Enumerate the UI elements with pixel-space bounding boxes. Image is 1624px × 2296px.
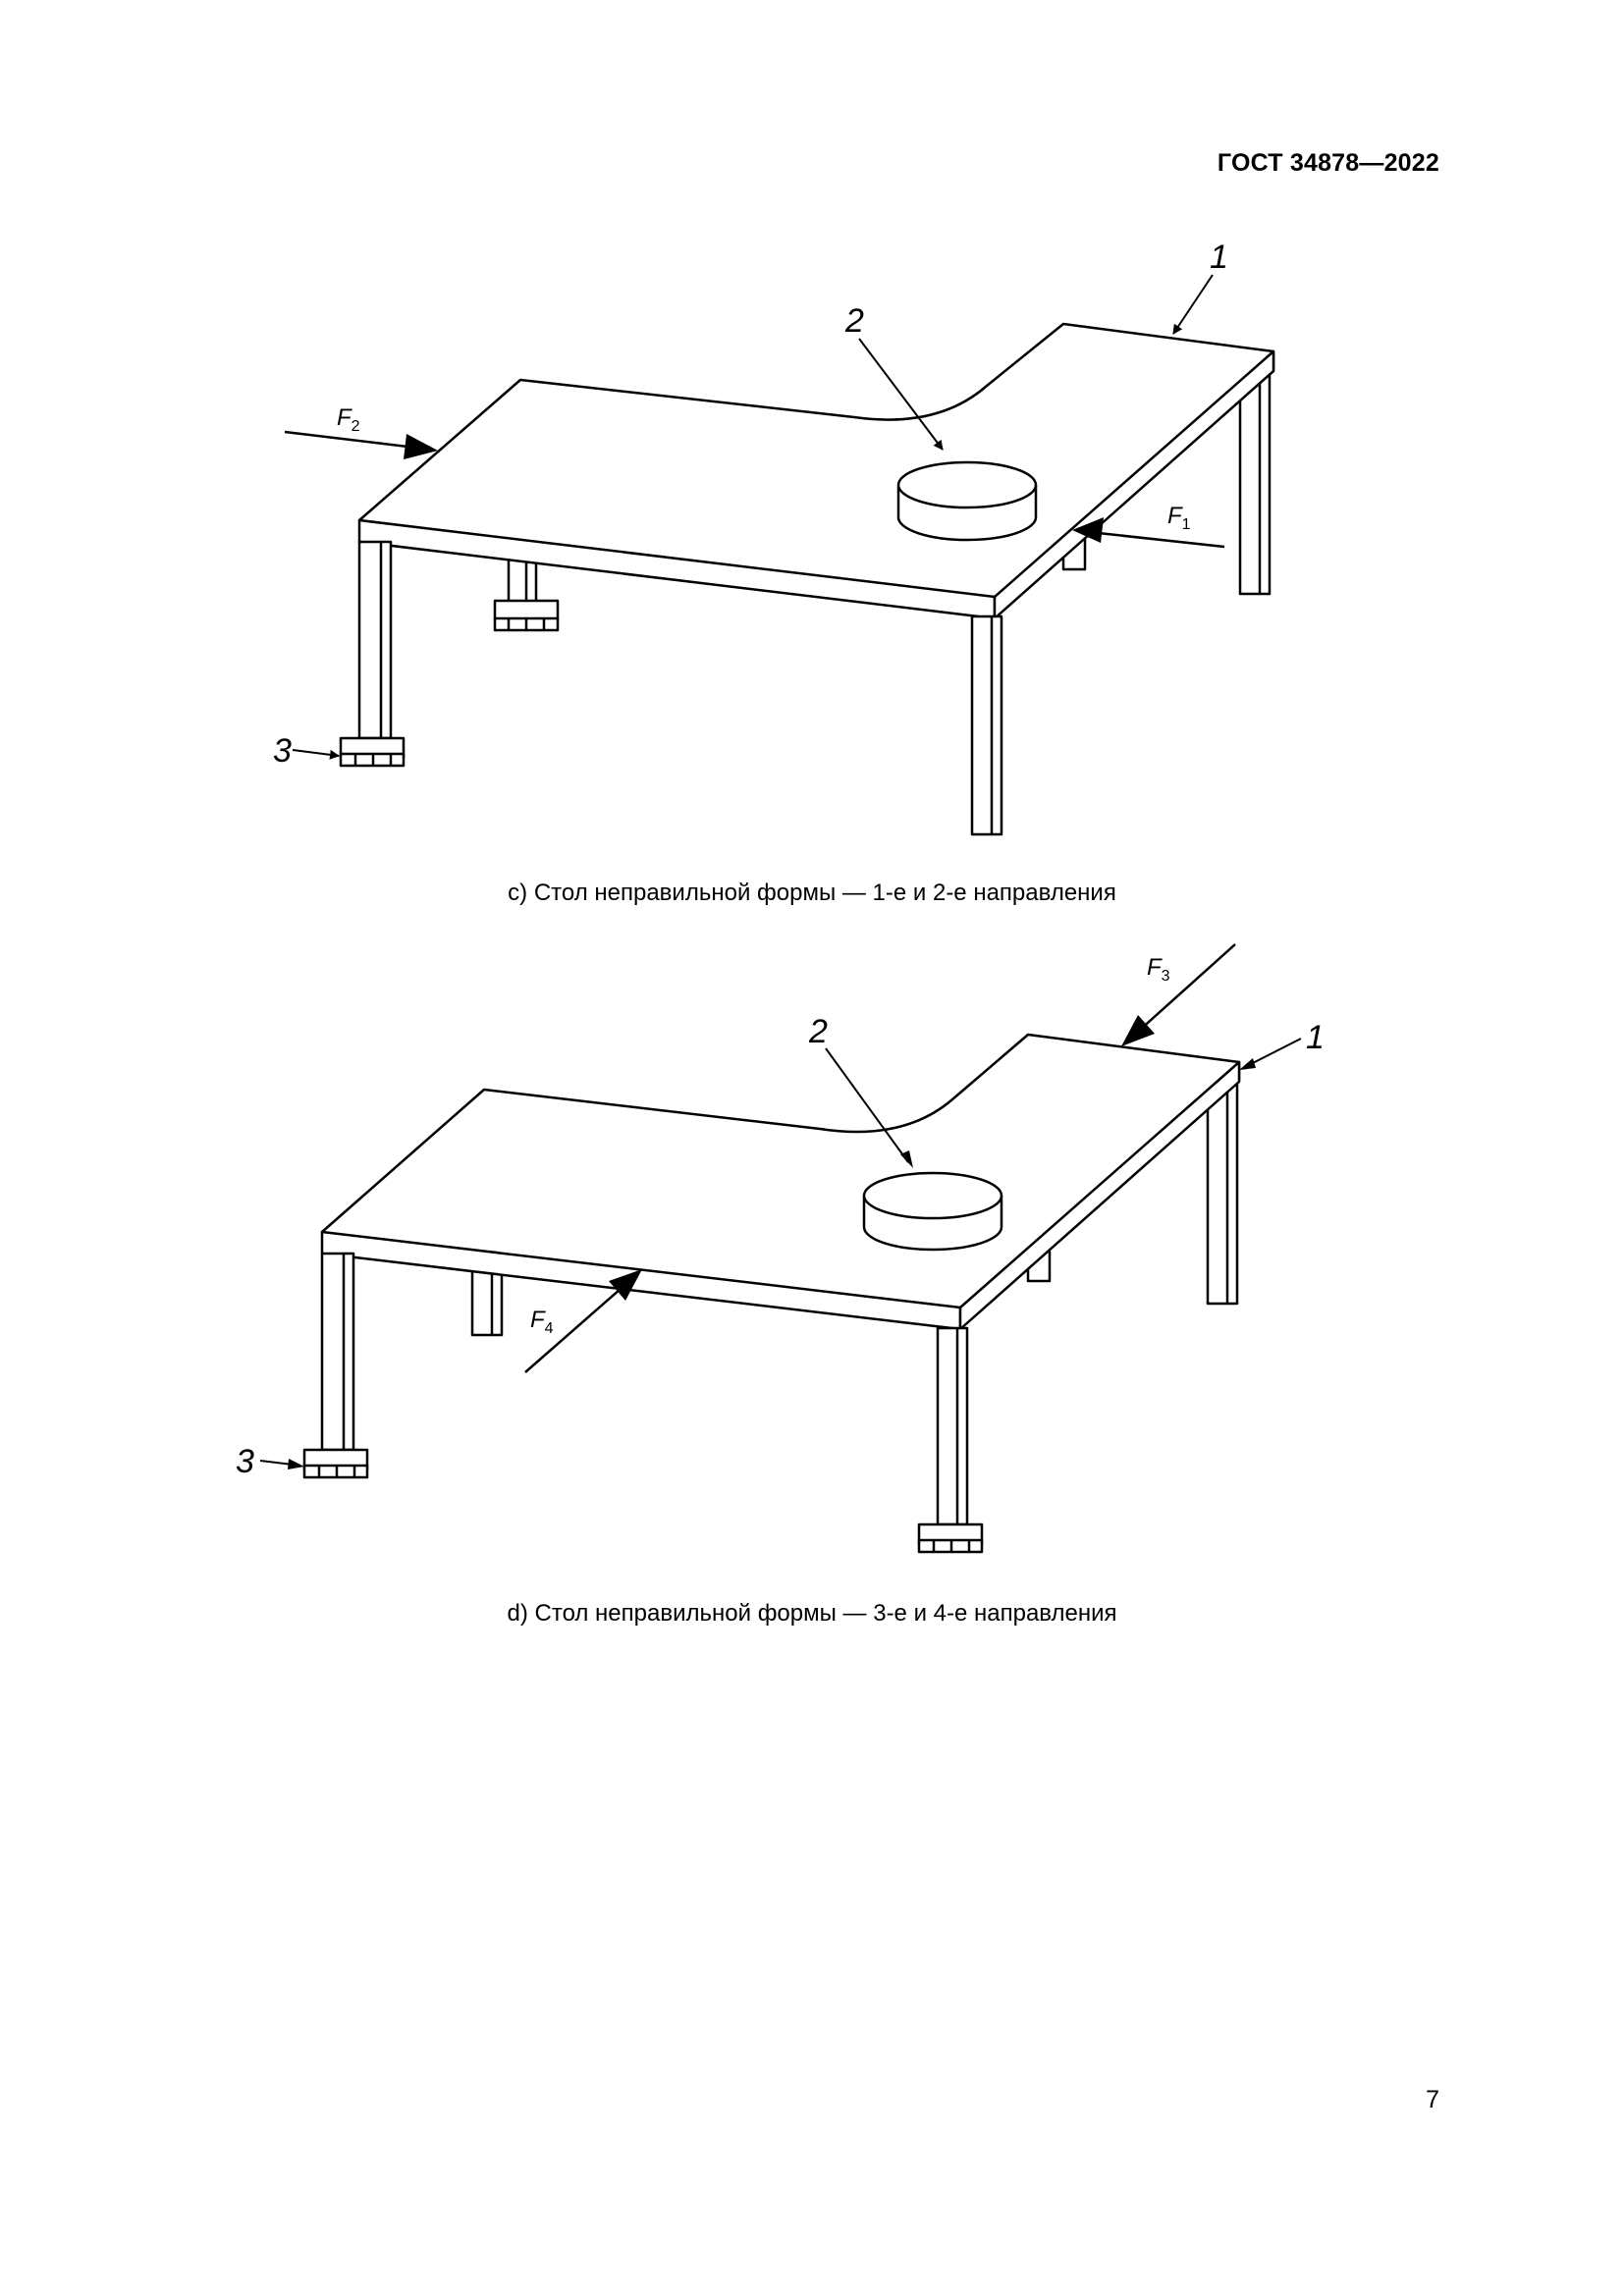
load-cylinder: [898, 462, 1036, 540]
table-top: [359, 324, 1273, 616]
force-label-f3: $F_3$: [1147, 954, 1170, 985]
front-leg: [938, 1328, 967, 1524]
figure-c-irregular-table: [0, 236, 1624, 864]
figure-d-caption: d) Стол неправильной формы — 3-е и 4-е направления: [507, 1600, 1117, 1627]
leader-line-3: [293, 750, 339, 756]
label-table: 1: [1210, 239, 1228, 276]
back-leg: [472, 1266, 502, 1335]
front-leg: [972, 616, 1001, 834]
stop-block: [304, 1450, 367, 1477]
label-load: 2: [845, 302, 864, 340]
stop-block: [495, 601, 558, 630]
table-top: [322, 1035, 1239, 1327]
front-leg: [322, 1254, 353, 1450]
page-number: 7: [1426, 2086, 1439, 2113]
leader-arrowhead: [1239, 1058, 1256, 1070]
label-load: 2: [809, 1013, 828, 1050]
figure-d-irregular-table: [0, 933, 1624, 1561]
leader-arrowhead: [288, 1459, 304, 1469]
force-label-f1: $F_1$: [1167, 503, 1191, 533]
force-label-f4: $F_4$: [530, 1307, 554, 1337]
back-leg: [1240, 373, 1270, 594]
stop-block: [919, 1524, 982, 1552]
figure-c-caption: c) Стол неправильной формы — 1-е и 2-е направления: [508, 880, 1116, 906]
force-label-f2: $F_2$: [337, 404, 360, 435]
label-stop: 3: [273, 732, 292, 770]
back-leg: [1208, 1083, 1237, 1304]
stop-block: [341, 738, 404, 766]
label-table: 1: [1306, 1019, 1325, 1056]
document-header: ГОСТ 34878—2022: [1217, 149, 1439, 177]
front-leg: [359, 542, 391, 738]
load-cylinder: [864, 1173, 1001, 1250]
leader-line-1: [1173, 275, 1213, 334]
label-stop: 3: [236, 1443, 254, 1480]
